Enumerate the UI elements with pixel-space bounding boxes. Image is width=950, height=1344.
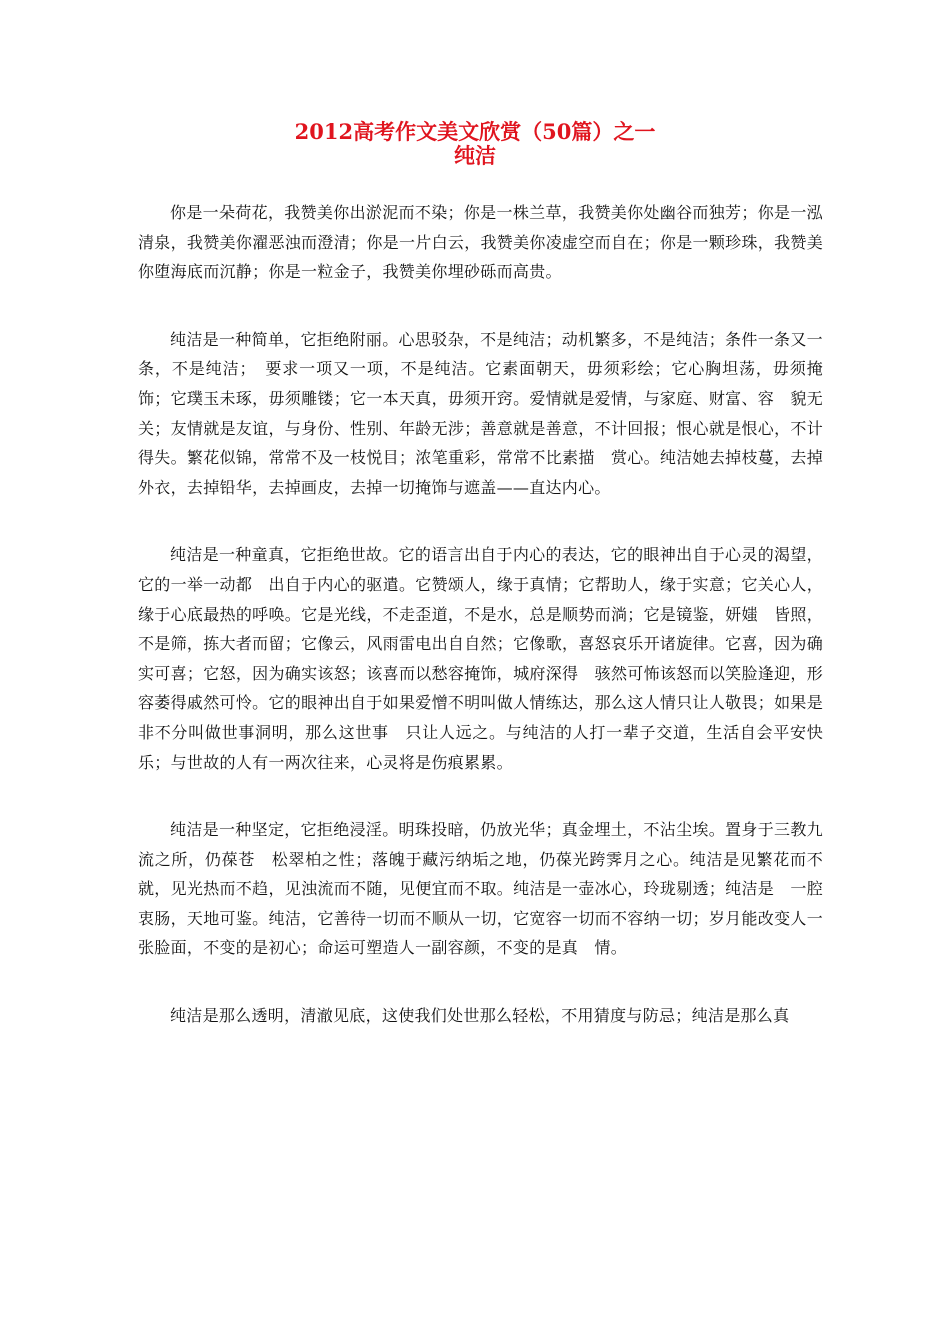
paragraph-2: 纯洁是一种简单，它拒绝附丽。心思驳杂，不是纯洁；动机繁多，不是纯洁；条件一条又一条，不是纯洁； 要求一项又一项，不是纯洁。它素面朝天，毋须彩绘；它心胸坦荡，毋须掩饰；它璞玉未琢，毋须雕镂；它一本天真，毋须开窍。爱情就是爱情，与家庭、财富、容 貌无关；友情就是友谊，与身份、性别、年龄无涉；善意就是善意，不计回报；恨心就是恨心，不计得失。繁花似锦，常常不及一枝悦目；浓笔重彩，常常不比素描 赏心。纯洁她去掉枝蔓，去掉外衣，去掉铅华，去掉画皮，去掉一切掩饰与遮盖——直达内心。 bbox=[138, 329, 823, 497]
paragraph-5: 纯洁是那么透明，清澈见底，这使我们处世那么轻松，不用猜度与防忌；纯洁是那么真 bbox=[170, 1006, 790, 1026]
title-block bbox=[0, 120, 950, 168]
paragraph-1: 你是一朵荷花，我赞美你出淤泥而不染；你是一株兰草，我赞美你处幽谷而独芳；你是一泓清泉，我赞美你濯恶浊而澄清；你是一片白云，我赞美你凌虚空而自在；你是一颗珍珠，我赞美你堕海底而沉静；你是一粒金子，我赞美你埋砂砾而高贵。 bbox=[138, 203, 823, 282]
document-title: 2012高考作文美文欣赏（50篇）之一 bbox=[294, 119, 656, 144]
paragraph-3: 纯洁是一种童真，它拒绝世故。它的语言出自于内心的表达，它的眼神出自于心灵的渴望，它的一举一动都 出自于内心的驱遣。它赞颂人，缘于真情；它帮助人，缘于实意；它关心人，缘于心底最热的呼唤。它是光线，不走歪道，不是水，总是顺势而淌；它是镜鉴，妍媸 皆照，不是筛，拣大者而留；它像云，风雨雷电出自自然；它像歌，喜怒哀乐开诸旋律。它喜，因为确实可喜；它怒，因为确实该怒；该喜而以愁容掩饰，城府深得 骇然可怖该怒而以笑脸逢迎，形容萎得戚然可怜。它的眼神出自于如果爱憎不明叫做人情练达，那么这人情只让人敬畏；如果是非不分叫做世事洞明，那么这世事 只让人远之。与纯洁的人打一辈子交道，生活自会平安快乐；与世故的人有一两次往来，心灵将是伤痕累累。 bbox=[138, 545, 823, 772]
article-body bbox=[138, 198, 823, 1069]
paragraph-4: 纯洁是一种坚定，它拒绝浸淫。明珠投暗，仍放光华；真金埋土，不沾尘埃。置身于三教九流之所，仍葆苍 松翠柏之性；落魄于藏污纳垢之地，仍葆光跨霁月之心。纯洁是见繁花而不就，见光热而不趋，见浊流而不随，见便宜而不取。纯洁是一壶冰心，玲珑剔透；纯洁是 一腔衷肠，天地可鉴。纯洁，它善待一切而不顺从一切，它宽容一切而不容纳一切；岁月能改变人一张脸面，不变的是初心；命运可塑造人一副容颜，不变的是真 情。 bbox=[138, 820, 823, 958]
document-subtitle: 纯洁 bbox=[454, 143, 496, 168]
